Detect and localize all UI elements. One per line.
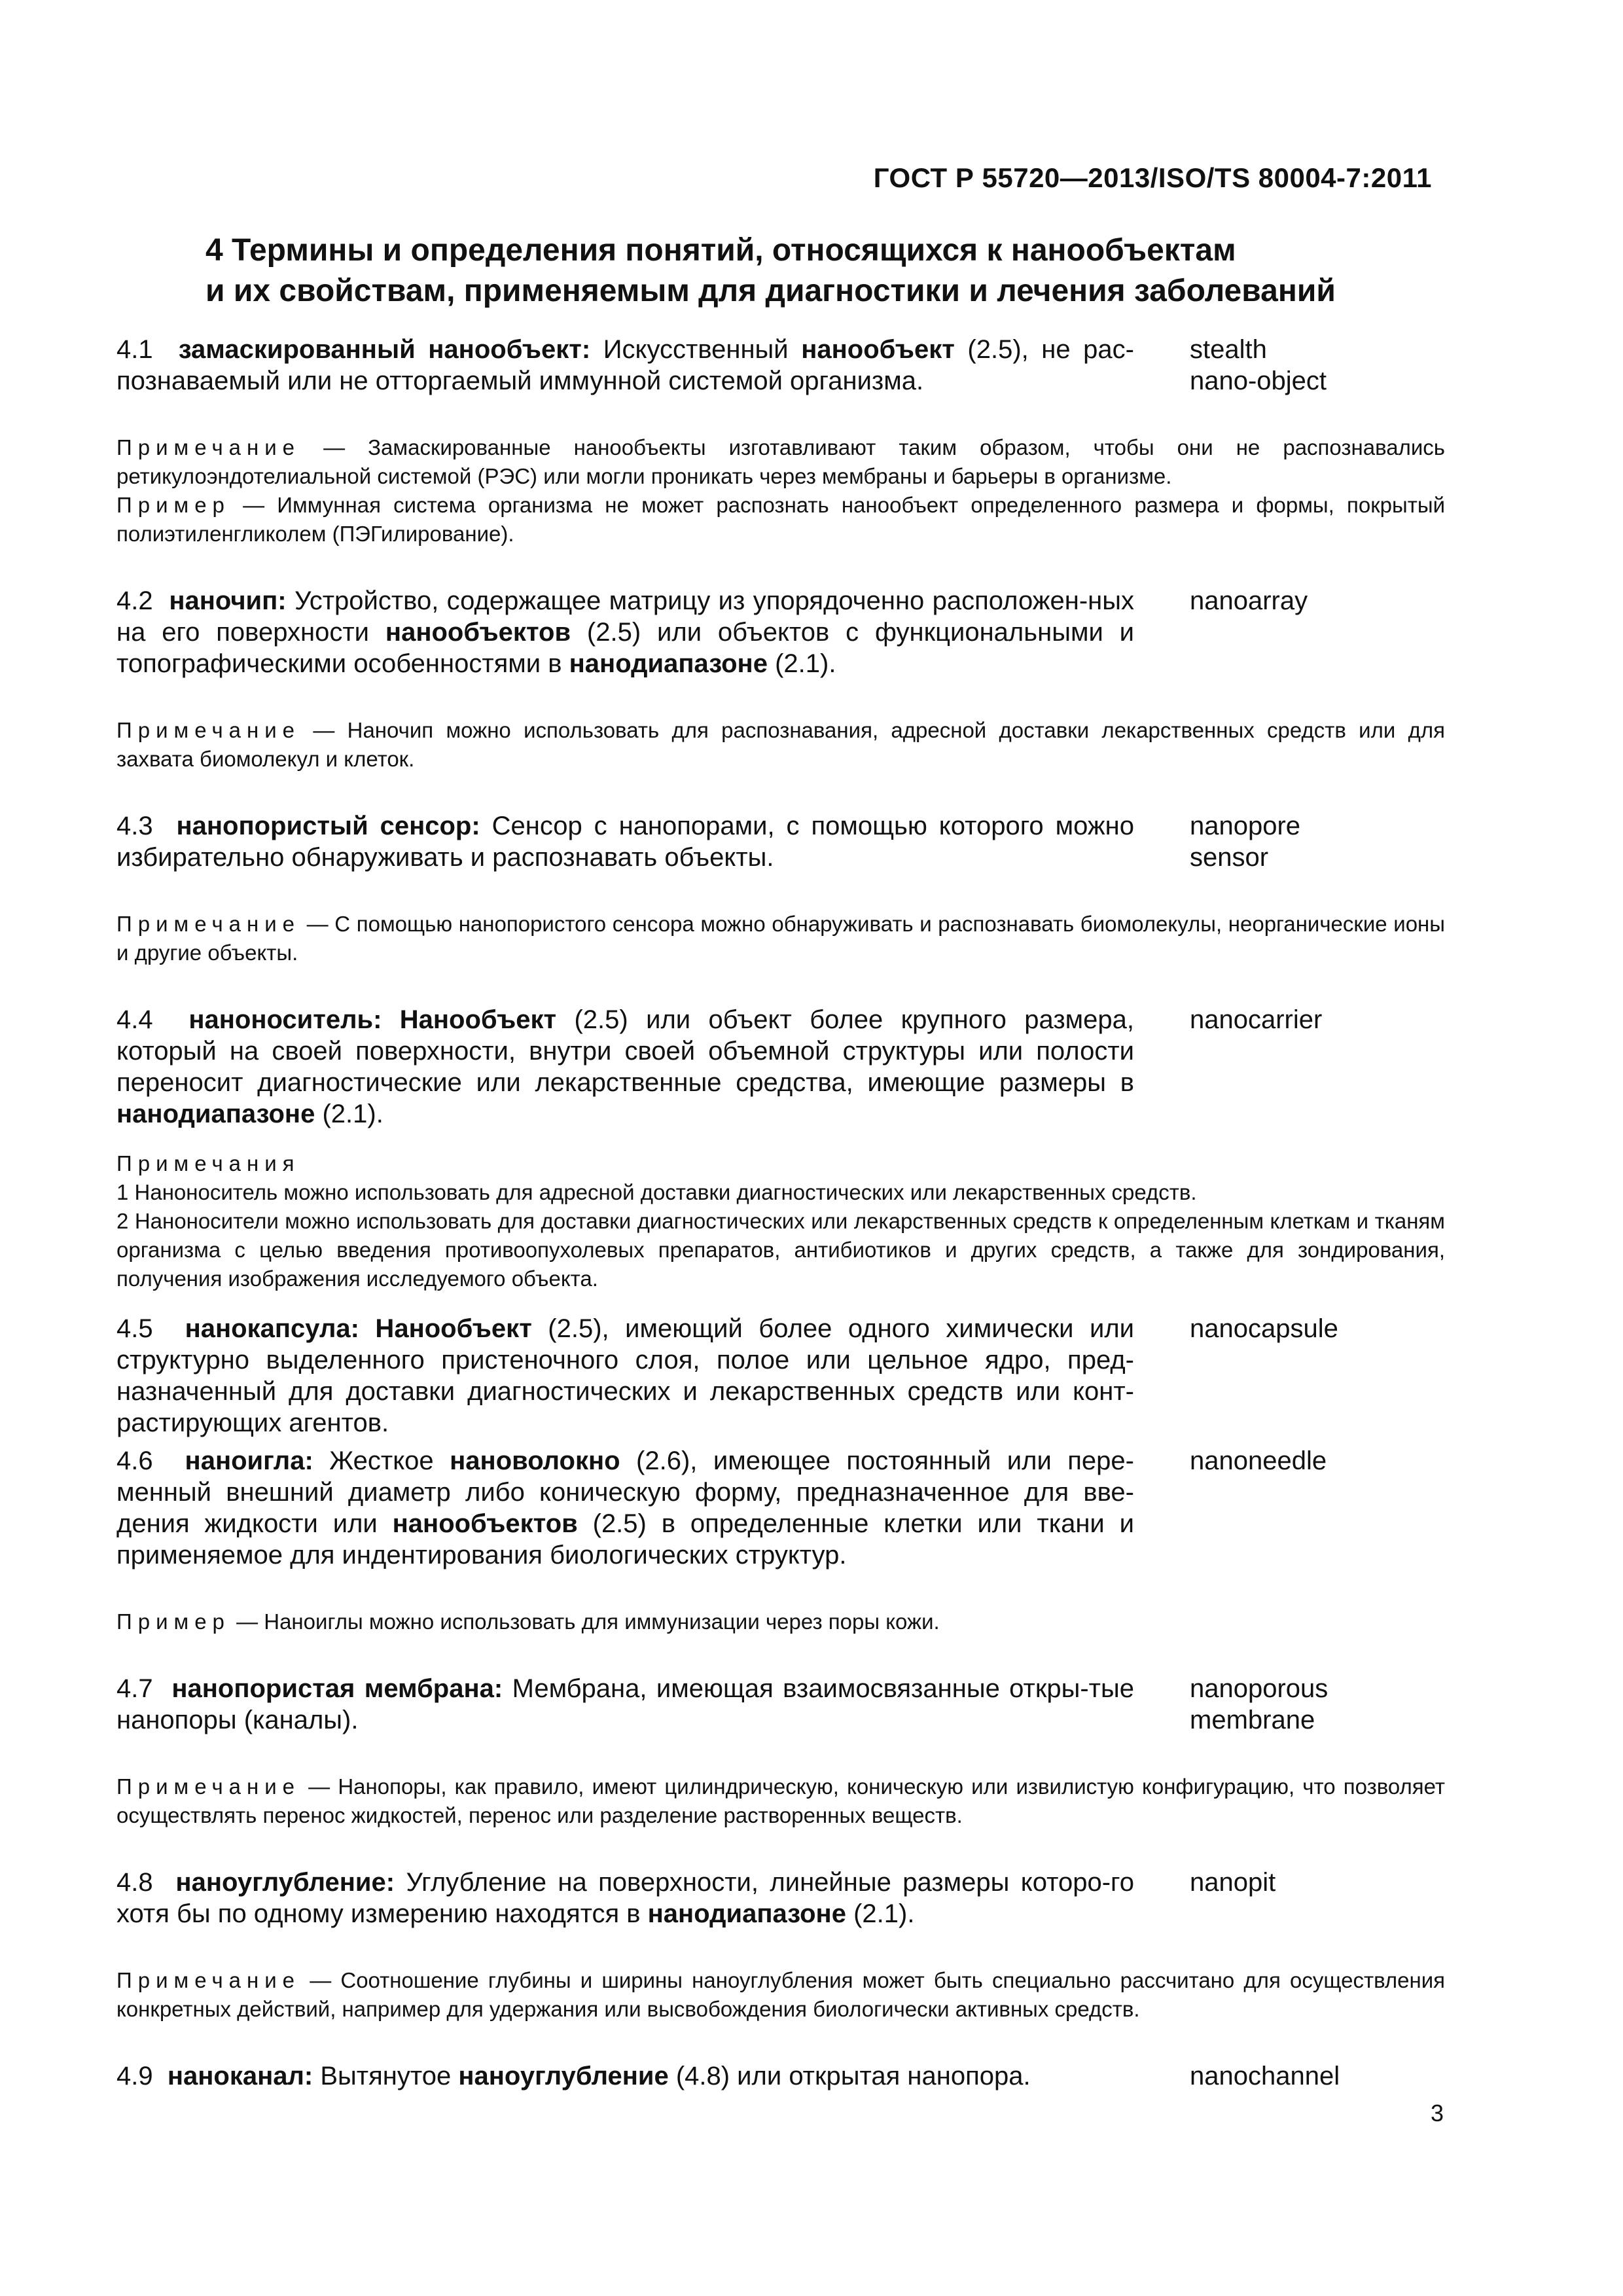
definition-text: (2.5) или объект более крупного размера, который на своей поверхности, внутри своей объемной структуры или полости переносит диагностические или лекарственные средства, имеющие размеры в — [116, 1005, 1135, 1097]
term-number: 4.9 — [116, 2062, 153, 2090]
notes-label: Примечания — [116, 1151, 300, 1175]
note-4-3 — [116, 910, 1445, 967]
term-4-4 — [116, 1004, 1445, 1130]
term-definition — [116, 334, 1134, 397]
term-4-5 — [116, 1313, 1445, 1439]
note-text: — С помощью нанопористого сенсора можно обнаруживать и распознавать биомолекулы, неорганические ионы и другие объекты. — [116, 912, 1445, 965]
term-reference: нанодиапазоне — [569, 649, 768, 678]
english-term-line: nano-object — [1190, 367, 1327, 395]
term-number: 4.6 — [116, 1446, 153, 1475]
term-number: 4.8 — [116, 1868, 153, 1897]
english-equivalent — [1190, 334, 1386, 397]
note-4-2 — [116, 716, 1445, 774]
note-4-7 — [116, 1772, 1445, 1830]
note-4-8 — [116, 1966, 1445, 2024]
note-label: Примечание — [116, 718, 301, 742]
note-label: Примечание — [116, 912, 301, 936]
term-4-8 — [116, 1867, 1445, 1929]
definition-text: Искусственный — [590, 335, 802, 364]
term-4-2 — [116, 585, 1445, 679]
term-4-9 — [116, 2060, 1445, 2092]
term-name: наночип: — [169, 586, 287, 615]
section-title-line-2: и их свойствам, применяемым для диагностики и лечения заболеваний — [205, 274, 1336, 308]
document-header: ГОСТ Р 55720—2013/ISO/TS 80004-7:2011 — [873, 162, 1432, 193]
term-name: наноканал: — [167, 2062, 313, 2090]
term-number: 4.3 — [116, 812, 153, 840]
definition-text: Сенсор с нанопорами, с помощью которого можно избирательно обнаруживать и распознавать объекты. — [116, 812, 1134, 872]
term-4-3 — [116, 810, 1445, 873]
note-4-4 — [116, 1149, 1445, 1293]
term-definition — [116, 2060, 1134, 2092]
note-text: — Нанопоры, как правило, имеют цилиндрическую, коническую или извилистую конфигурацию, что позволяет осуществлять перенос жидкостей, перенос или разделение растворенных веществ. — [116, 1774, 1445, 1827]
definition-text: Углубление на поверхности, линейные размеры которо-го хотя бы по одному измерению находятся в — [116, 1868, 1134, 1928]
english-term-line: membrane — [1190, 1706, 1315, 1734]
term-reference: Нанообъект — [382, 1005, 557, 1034]
example-label: Пример — [116, 493, 230, 517]
english-term-line: stealth — [1190, 335, 1267, 364]
term-definition — [116, 1445, 1134, 1571]
term-number: 4.1 — [116, 335, 153, 364]
term-reference: наноуглубление — [458, 2062, 669, 2090]
term-definition — [116, 585, 1134, 679]
definition-text: (2.5) в определенные клетки или ткани и применяемое для индентирования биологических структур. — [116, 1509, 1134, 1570]
note-4-1 — [116, 433, 1445, 548]
english-equivalent: nanoarray — [1190, 586, 1308, 615]
example-text: — Иммунная система организма не может распознать нанообъект определенного размера и формы, покрытый полиэтиленгликолем (ПЭГилирование). — [116, 493, 1445, 546]
english-equivalent: nanochannel — [1190, 2062, 1340, 2090]
definition-text: Жесткое — [313, 1446, 450, 1475]
term-reference: нанодиапазоне — [116, 1100, 315, 1128]
term-reference: нанообъект — [801, 335, 955, 364]
example-text: — Наноиглы можно использовать для иммунизации через поры кожи. — [230, 1609, 940, 1634]
term-name: наноноситель: — [188, 1005, 382, 1034]
english-equivalent: nanoneedle — [1190, 1446, 1327, 1475]
note-text: — Наночип можно использовать для распознавания, адресной доставки лекарственных средств или для захвата биомолекул и клеток. — [116, 718, 1445, 771]
terms-content — [116, 334, 1445, 2092]
term-definition — [116, 1004, 1134, 1130]
term-reference: нановолокно — [450, 1446, 620, 1475]
term-name: нанопористая мембрана: — [171, 1674, 503, 1703]
english-equivalent: nanocarrier — [1190, 1005, 1323, 1034]
term-definition — [116, 1867, 1134, 1929]
term-name: нанопористый сенсор: — [176, 812, 480, 840]
term-name: нанокапсула: — [185, 1314, 359, 1343]
definition-text: (2.1). — [846, 1899, 915, 1928]
definition-text: (2.5) или объектов с функциональными и топографическими особенностями в — [116, 618, 1134, 678]
page-number: 3 — [1430, 2100, 1444, 2126]
note-label: Примечание — [116, 1968, 301, 1992]
section-title — [205, 230, 1449, 312]
term-definition — [116, 1313, 1134, 1439]
term-reference: нанообъектов — [392, 1509, 578, 1538]
note-label: Примечание — [116, 1774, 301, 1799]
definition-text: (2.5), не рас-познаваемый или не отторгаемый иммунной системой организма. — [116, 335, 1134, 395]
section-title-line-1: 4 Термины и определения понятий, относящихся к нанообъектам — [205, 233, 1236, 268]
definition-text: (2.1). — [315, 1100, 383, 1128]
term-number: 4.7 — [116, 1674, 153, 1703]
term-4-1 — [116, 334, 1445, 397]
term-number: 4.5 — [116, 1314, 153, 1343]
note-item: 2 Наноносители можно использовать для доставки диагностических или лекарственных средств к определенным клеткам и тканям организма с целью введения противоопухолевых препаратов, антибиотиков и других средств, а также для зондирования, получения изображения исследуемого объекта. — [116, 1209, 1445, 1291]
note-text: — Соотношение глубины и ширины наноуглубления может быть специально рассчитано для осуществления конкретных действий, например для удержания или высвобождения биологически активных средств. — [116, 1968, 1445, 2021]
term-name: наноигла: — [185, 1446, 313, 1475]
term-name: замаскированный нанообъект: — [178, 335, 591, 364]
term-definition — [116, 1673, 1134, 1736]
example-label: Пример — [116, 1609, 230, 1634]
term-definition — [116, 810, 1134, 873]
english-term-line: nanoporous — [1190, 1674, 1329, 1703]
term-reference: Нанообъект — [359, 1314, 532, 1343]
term-number: 4.2 — [116, 586, 153, 615]
term-reference: нанообъектов — [385, 618, 571, 647]
note-label: Примечание — [116, 435, 301, 459]
term-4-7 — [116, 1673, 1445, 1736]
definition-text: Устройство, содержащее матрицу из упорядоченно расположен-ных на его поверхности — [116, 586, 1134, 647]
term-4-6 — [116, 1445, 1445, 1571]
term-number: 4.4 — [116, 1005, 153, 1034]
definition-text: Мембрана, имеющая взаимосвязанные откры-тые нанопоры (каналы). — [116, 1674, 1134, 1734]
english-equivalent: nanopore sensor — [1190, 812, 1301, 872]
definition-text: (2.1). — [767, 649, 836, 678]
definition-text: (2.6), имеющее постоянный или пере-менный внешний диаметр либо коническую форму, предназначенное для вве-дения жидкости или — [116, 1446, 1134, 1538]
definition-text: (2.5), имеющий более одного химически или структурно выделенного пристеночного слоя, полое или цельное ядро, пред-назначенный для доставки диагностических и лекарственных средств или конт-растирующих агентов. — [116, 1314, 1134, 1437]
note-item: 1 Наноноситель можно использовать для адресной доставки диагностических или лекарственных средств. — [116, 1180, 1197, 1204]
definition-text: (4.8) или открытая нанопора. — [668, 2062, 1031, 2090]
term-name: наноуглубление: — [175, 1868, 395, 1897]
definition-text: Вытянутое — [313, 2062, 459, 2090]
example-4-6 — [116, 1607, 1445, 1636]
term-reference: нанодиапазоне — [647, 1899, 846, 1928]
note-text: — Замаскированные нанообъекты изготавливают таким образом, чтобы они не распознавались ретикулоэндотелиальной системой (РЭС) или могли проникать через мембраны и барьеры в организме. — [116, 435, 1445, 488]
english-equivalent: nanopit — [1190, 1868, 1276, 1897]
english-equivalent — [1190, 1673, 1386, 1736]
english-equivalent: nanocapsule — [1190, 1314, 1338, 1343]
